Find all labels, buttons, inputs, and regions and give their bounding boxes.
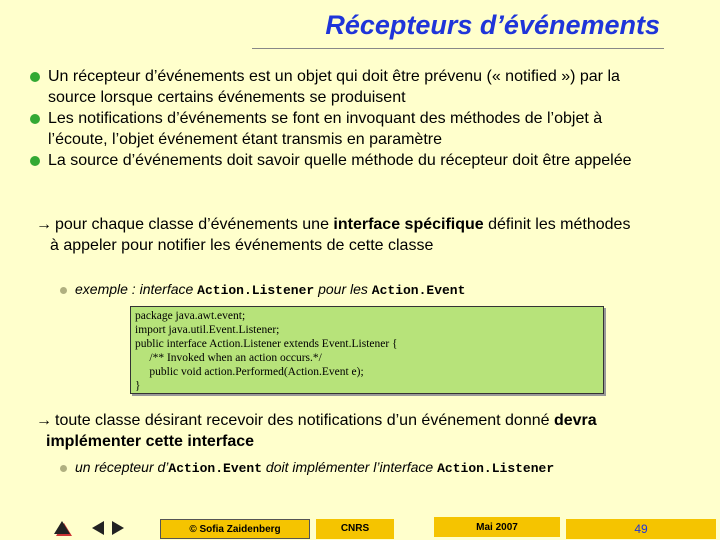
code-inline: Action.Listener bbox=[197, 283, 315, 298]
paragraph-text: à appeler pour notifier les événements de cette classe bbox=[50, 237, 434, 254]
nav-up-icon[interactable] bbox=[54, 521, 70, 534]
emphasis-text: devra bbox=[553, 412, 597, 429]
bullet-item bbox=[28, 108, 688, 150]
interface-paragraph bbox=[36, 214, 696, 256]
arrow-right-icon: → bbox=[36, 216, 52, 233]
arrow-right-icon: → bbox=[36, 412, 52, 429]
footer-organization: CNRS bbox=[316, 519, 394, 539]
bullet-list bbox=[28, 66, 688, 171]
title-divider bbox=[252, 48, 664, 49]
code-inline: Action.Event bbox=[168, 461, 263, 476]
bullet-dot-icon bbox=[30, 114, 40, 124]
paragraph-text: pour chaque classe d’événements une bbox=[55, 216, 334, 233]
bullet-text: l’écoute, l’objet événement étant transmis en paramètre bbox=[48, 131, 442, 148]
nav-next-icon[interactable] bbox=[112, 521, 124, 535]
emphasis-text: implémenter cette interface bbox=[46, 433, 255, 450]
emphasis-text: interface spécifique bbox=[333, 216, 484, 233]
bullet-dot-icon bbox=[30, 156, 40, 166]
example-text: exemple : interface bbox=[75, 281, 198, 297]
paragraph-text: toute classe désirant recevoir des notifications d’un événement donné bbox=[55, 412, 554, 429]
bullet-item bbox=[28, 150, 688, 171]
bullet-dot-icon bbox=[30, 72, 40, 82]
example-line bbox=[60, 458, 554, 478]
example-line bbox=[60, 280, 465, 300]
nav-previous-icon[interactable] bbox=[92, 521, 104, 535]
example-text: doit implémenter l’interface bbox=[262, 459, 438, 475]
footer-date: Mai 2007 bbox=[434, 517, 560, 537]
bullet-text: source lorsque certains événements se produisent bbox=[48, 89, 406, 106]
sub-bullet-icon bbox=[60, 287, 67, 294]
slide-title: Récepteurs d’événements bbox=[325, 10, 660, 40]
page-number: 49 bbox=[566, 519, 716, 539]
example-text: pour les bbox=[314, 281, 372, 297]
code-inline: Action.Event bbox=[371, 283, 466, 298]
footer-author: © Sofia Zaidenberg bbox=[160, 519, 310, 539]
example-text: un récepteur d’ bbox=[75, 459, 169, 475]
sub-bullet-icon bbox=[60, 465, 67, 472]
bullet-text: Un récepteur d’événements est un objet qui doit être prévenu (« notified ») par la bbox=[48, 68, 620, 85]
code-block: package java.awt.event; import java.util.Event.Listener; public interface Action.Listener extends Event.Listener { /** Invoked when an action occurs.*/ public void action.Performed(Action.Event e); } bbox=[130, 306, 604, 394]
bullet-text: Les notifications d’événements se font en invoquant des méthodes de l’objet à bbox=[48, 110, 603, 127]
implement-paragraph bbox=[36, 410, 696, 452]
code-inline: Action.Listener bbox=[437, 461, 555, 476]
bullet-text: La source d’événements doit savoir quelle méthode du récepteur doit être appelée bbox=[48, 152, 632, 169]
bullet-item bbox=[28, 66, 688, 108]
paragraph-text: définit les méthodes bbox=[483, 216, 631, 233]
